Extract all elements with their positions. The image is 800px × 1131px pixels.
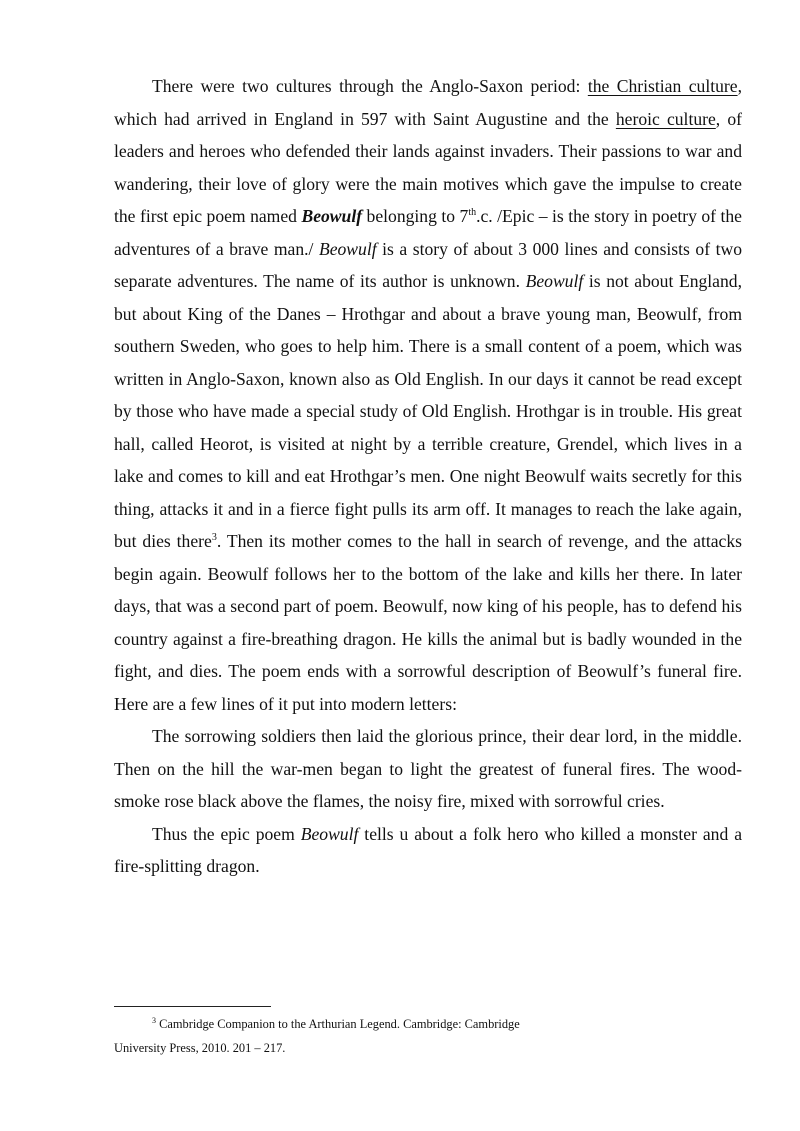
superscript-th: th (468, 207, 477, 218)
text-run: , of leaders and heroes who defended their lands against invaders. Their passions to war and wandering, their love of glory were the main motives which gave the impulse to create the first epic poem named (114, 108, 742, 226)
footnote-number: 3 (152, 1016, 156, 1025)
footnote-separator (114, 1006, 271, 1007)
poem-title: Beowulf (318, 238, 377, 259)
footnote (114, 1012, 742, 1060)
underlined-term-heroic-culture: heroic culture (615, 108, 716, 129)
paragraph-conclusion (114, 818, 742, 883)
poem-title: Beowulf (525, 271, 584, 291)
paragraph-anglo-saxon-cultures (114, 70, 742, 720)
footnote-line-2: University Press, 2010. 201 – 217. (114, 1041, 286, 1055)
text-run: .c. /Epic – is the story in poetry of the adventures of a brave man./ (114, 206, 742, 259)
text-run: There were two cultures through the Anglo-Saxon period: (152, 76, 588, 96)
underlined-term-christian-culture: the Christian culture (587, 76, 738, 96)
text-run: is not about England, but about King of the Danes – Hrothgar and about a brave young man, Beowulf, from southern Sweden, who goes to help him. There is a small content of a poem, which was written in Anglo-Saxon, known also as Old English. In our days it cannot be read except by those who have made a special study of Old English. Hrothgar is in trouble. His great hall, called Heorot, is visited at night by a terrible creature, Grendel, which lives in a lake and comes to kill and eat Hrothgar’s men. One night Beowulf waits secretly for this thing, attacks it and in a fierce fight pulls its arm off. It manages to reach the lake again, but dies there (114, 271, 742, 551)
text-run: is a story of about 3 000 lines and consists of two separate adventures. The name of its author is unknown. (114, 238, 742, 291)
text-run: , which had arrived in England in 597 with Saint Augustine and the (114, 76, 742, 129)
poem-title-bold: Beowulf (301, 206, 363, 226)
poem-title: Beowulf (300, 823, 359, 844)
main-text (114, 70, 742, 883)
paragraph-poem-excerpt: The sorrowing soldiers then laid the glorious prince, their dear lord, in the middle. Then on the hill the war-men began to light the greatest of funeral fires. The wood-smoke rose black above the flames, the noisy fire, mixed with sorrowful cries. (114, 726, 742, 811)
footnote-line-1 (114, 1012, 742, 1036)
footnote-reference[interactable]: 3 (211, 532, 217, 543)
text-run: belonging to 7 (362, 206, 469, 226)
footnote-text: Cambridge Companion to the Arthurian Legend. Cambridge: Cambridge (156, 1017, 520, 1031)
text-run: Thus the epic poem (152, 823, 301, 844)
text-run: . Then its mother comes to the hall in search of revenge, and the attacks begin again. Beowulf follows her to the bottom of the lake and kills her there. In later days, that was a second part of poem. Beowulf, now king of his people, has to defend his country against a fire-breathing dragon. He kills the animal but is badly wounded in the fight, and dies. The poem ends with a sorrowful description of Beowulf’s funeral fire. Here are a few lines of it put into modern letters: (114, 531, 742, 714)
text-run: tells u about a folk hero who killed a monster and a fire-splitting dragon. (114, 823, 742, 876)
